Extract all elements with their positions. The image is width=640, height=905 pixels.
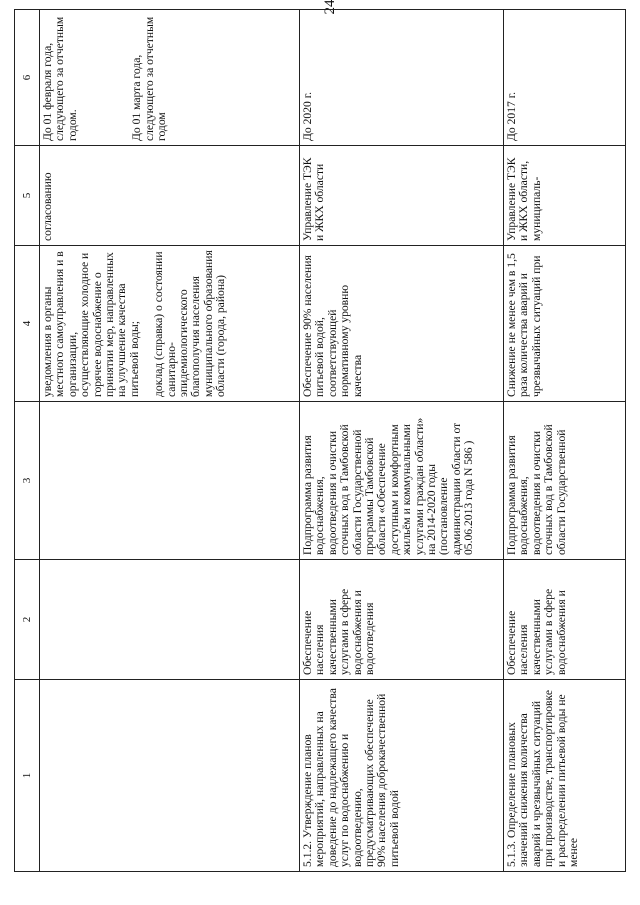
cell-result: Снижение не менее чем в 1,5 раза количества аварий и чрезвычайных ситуаций при: [504, 246, 626, 402]
header-col-6: 6: [15, 10, 40, 146]
cell-deadline: До 2017 г.: [504, 10, 626, 146]
table-row: [300, 10, 504, 872]
cell-responsible: Управление ТЭК и ЖКХ области, муниципаль-: [504, 146, 626, 246]
cell-result: [40, 246, 300, 402]
page-number: 24: [322, 0, 338, 15]
cell-goal: Обеспечение населения качественными услугами в сфере водоснабжения и: [504, 560, 626, 680]
table-row: [40, 10, 300, 872]
header-col-4: 4: [15, 246, 40, 402]
header-col-1: 1: [15, 680, 40, 872]
deadline-first: До 01 февраля года, следующего за отчетным годом.: [41, 16, 79, 141]
cell-program: Подпрограмма развития водоснабжения, водоотведения и очистки сточных вод в Тамбовской области Государственной программы Тамбовской области «Обеспечение доступным и комфортным жильём и коммунальными услугами граждан области» на 2014-2020 годы (постановление администрации области от 05.06.2013 года N 586 ): [300, 402, 504, 560]
cell-goal: Обеспечение населения качественными услугами в сфере водоснабжения и водоотведения: [300, 560, 504, 680]
cell-program: Подпрограмма развития водоснабжения, водоотведения и очистки сточных вод в Тамбовской области Государственной: [504, 402, 626, 560]
header-row: [15, 10, 40, 872]
cell-responsible: Управление ТЭК и ЖКХ области: [300, 146, 504, 246]
cell-deadline: [40, 10, 300, 146]
result-notifications: уведомления в органы местного самоуправления и в организации, осуществляющие холодное и горячее водоснабжение о принятии мер, направленных на улучшение качества питьевой воды;: [41, 251, 141, 397]
header-col-5: 5: [15, 146, 40, 246]
header-col-2: 2: [15, 560, 40, 680]
deadline-second: До 01 марта года, следующего за отчетным годом: [130, 16, 169, 141]
cell-measure: [40, 680, 300, 872]
rotated-table-container: [14, 10, 626, 872]
cell-program: [40, 402, 300, 560]
cell-measure: 5.1.2. Утверждение планов мероприятий, направленных на доведение до надлежащего качества услуг по водоснабжению и водоотведению, предусматривающих обеспечение 90% населения доброкачественной питьевой водой: [300, 680, 504, 872]
cell-deadline: До 2020 г.: [300, 10, 504, 146]
header-col-3: 3: [15, 402, 40, 560]
measures-table: [14, 9, 626, 872]
cell-goal: [40, 560, 300, 680]
result-report: доклад (справка) о состоянии санитарно-эпидемиологического благополучия населения муниципального образования области (города, района): [152, 250, 228, 397]
cell-result: Обеспечение 90% населения питьевой водой, соответствующей нормативному уровню качества: [300, 246, 504, 402]
table-row: [504, 10, 626, 872]
cell-measure: 5.1.3. Определение плановых значений снижения количества аварий и чрезвычайных ситуаций при производстве, транспортировке и распределении питьевой воды не менее: [504, 680, 626, 872]
cell-responsible: согласованию: [40, 146, 300, 246]
